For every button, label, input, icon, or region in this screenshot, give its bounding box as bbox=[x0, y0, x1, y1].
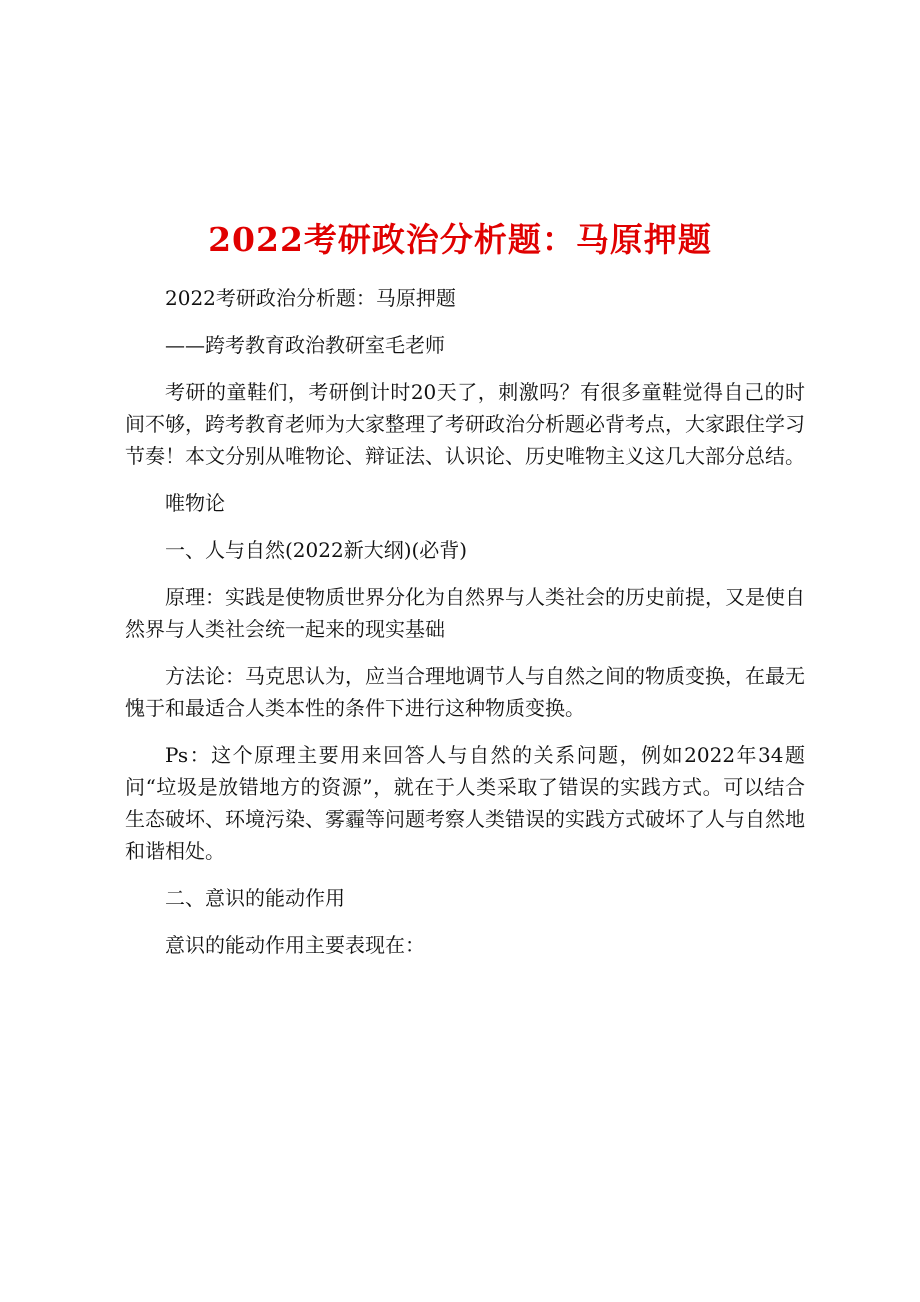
paragraph-author: ——跨考教育政治教研室毛老师 bbox=[165, 333, 445, 357]
document-title: 2022考研政治分析题：马原押题 bbox=[208, 220, 712, 260]
subsection-heading-consciousness: 二、意识的能动作用 bbox=[165, 886, 345, 910]
paragraph-intro: 考研的童鞋们，考研倒计时20天了，刺激吗？有很多童鞋觉得自己的时间不够，跨考教育老师为大家整理了考研政治分析题必背考点，大家跟住学习节奏！本文分别从唯物论、辩证法、认识论、历史唯物主义这几大部分总结。 bbox=[125, 380, 805, 468]
subsection-heading-human-nature: 一、人与自然(2022新大纲)(必背) bbox=[165, 538, 468, 562]
section-heading-materialism: 唯物论 bbox=[165, 491, 225, 515]
paragraph-consciousness-intro: 意识的能动作用主要表现在： bbox=[165, 933, 425, 957]
paragraph-principle: 原理：实践是使物质世界分化为自然界与人类社会的历史前提，又是使自然界与人类社会统一起来的现实基础 bbox=[125, 585, 805, 641]
paragraph-methodology: 方法论：马克思认为，应当合理地调节人与自然之间的物质变换，在最无愧于和最适合人类本性的条件下进行这种物质变换。 bbox=[125, 664, 805, 720]
paragraph-subtitle: 2022考研政治分析题：马原押题 bbox=[165, 286, 456, 310]
document-body bbox=[125, 282, 805, 976]
paragraph-ps-note: Ps：这个原理主要用来回答人与自然的关系问题，例如2022年34题问“垃圾是放错地方的资源”，就在于人类采取了错误的实践方式。可以结合生态破坏、环境污染、雾霾等问题考察人类错误的实践方式破坏了人与自然地和谐相处。 bbox=[125, 743, 805, 863]
